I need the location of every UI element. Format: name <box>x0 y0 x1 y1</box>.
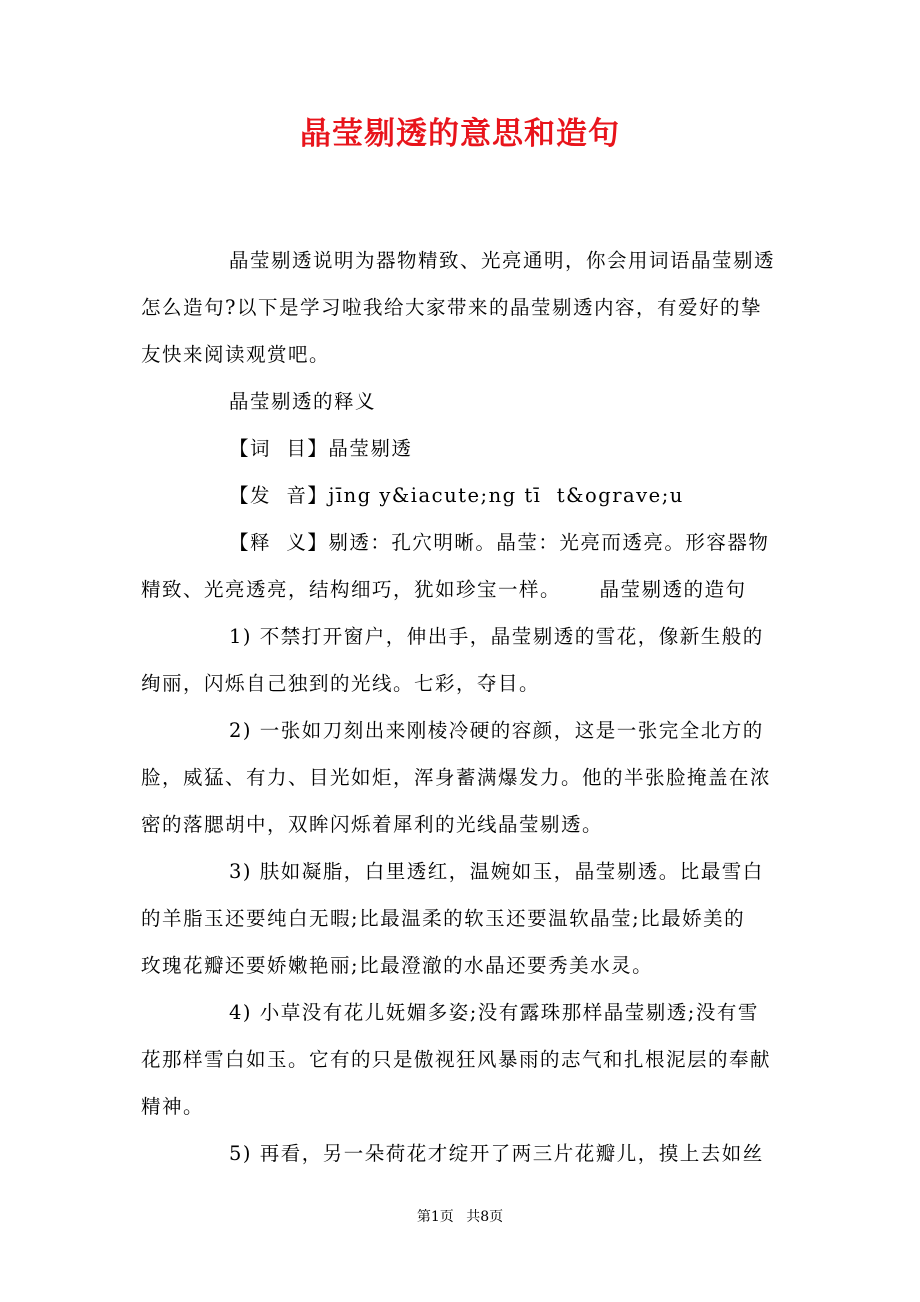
text-line: 友快来阅读观赏吧。 <box>141 343 331 366</box>
paragraph <box>141 519 781 613</box>
paragraph <box>141 237 781 378</box>
text-line: 精神。 <box>141 1095 205 1118</box>
paragraph <box>141 707 781 848</box>
page-total: 共8页 <box>466 1209 504 1225</box>
text-line: 脸，威猛、有力、目光如炬，浑身蓄满爆发力。他的半张脸掩盖在浓 <box>141 766 772 789</box>
document-body <box>141 237 781 1177</box>
paragraph <box>141 472 781 519</box>
text-line: 【词 目】晶莹剔透 <box>229 437 413 460</box>
text-line: 3) 肤如凝脂，白里透红，温婉如玉，晶莹剔透。比最雪白 <box>229 860 764 883</box>
text-line: 密的落腮胡中，双眸闪烁着犀利的光线晶莹剔透。 <box>141 813 604 836</box>
text-line: 的羊脂玉还要纯白无暇;比最温柔的软玉还要温软晶莹;比最娇美的 <box>141 907 746 930</box>
paragraph <box>141 425 781 472</box>
text-line: 【发 音】jīng y&iacute;ng tī t&ograve;u <box>229 484 684 507</box>
text-line: 精致、光亮透亮，结构细巧，犹如珍宝一样。 晶莹剔透的造句 <box>141 578 747 601</box>
text-line: 5) 再看，另一朵荷花才绽开了两三片花瓣儿，摸上去如丝 <box>229 1142 764 1165</box>
text-line: 花那样雪白如玉。它有的只是傲视狂风暴雨的志气和扎根泥层的奉献 <box>141 1048 772 1071</box>
text-line: 晶莹剔透的释义 <box>229 390 377 413</box>
paragraph <box>141 989 781 1130</box>
text-line: 【释 义】剔透：孔穴明晰。晶莹：光亮而透亮。形容器物 <box>229 531 770 554</box>
paragraph <box>141 378 781 425</box>
text-line: 1) 不禁打开窗户，伸出手，晶莹剔透的雪花，像新生般的 <box>229 625 764 648</box>
paragraph <box>141 848 781 989</box>
text-line: 绚丽，闪烁自己独到的光线。七彩，夺目。 <box>141 672 541 695</box>
page-footer <box>0 1206 920 1226</box>
text-line: 怎么造句?以下是学习啦我给大家带来的晶莹剔透内容，有爱好的挚 <box>141 296 762 319</box>
page-title: 晶莹剔透的意思和造句 <box>300 116 620 152</box>
paragraph <box>141 613 781 707</box>
paragraph <box>141 1130 781 1177</box>
text-line: 玫瑰花瓣还要娇嫩艳丽;比最澄澈的水晶还要秀美水灵。 <box>141 954 654 977</box>
text-line: 4) 小草没有花儿妩媚多姿;没有露珠那样晶莹剔透;没有雪 <box>229 1001 759 1024</box>
text-line: 2) 一张如刀刻出来刚棱冷硬的容颜，这是一张完全北方的 <box>229 719 764 742</box>
text-line: 晶莹剔透说明为器物精致、光亮通明，你会用词语晶莹剔透 <box>229 249 776 272</box>
page-number: 第1页 <box>416 1209 454 1225</box>
